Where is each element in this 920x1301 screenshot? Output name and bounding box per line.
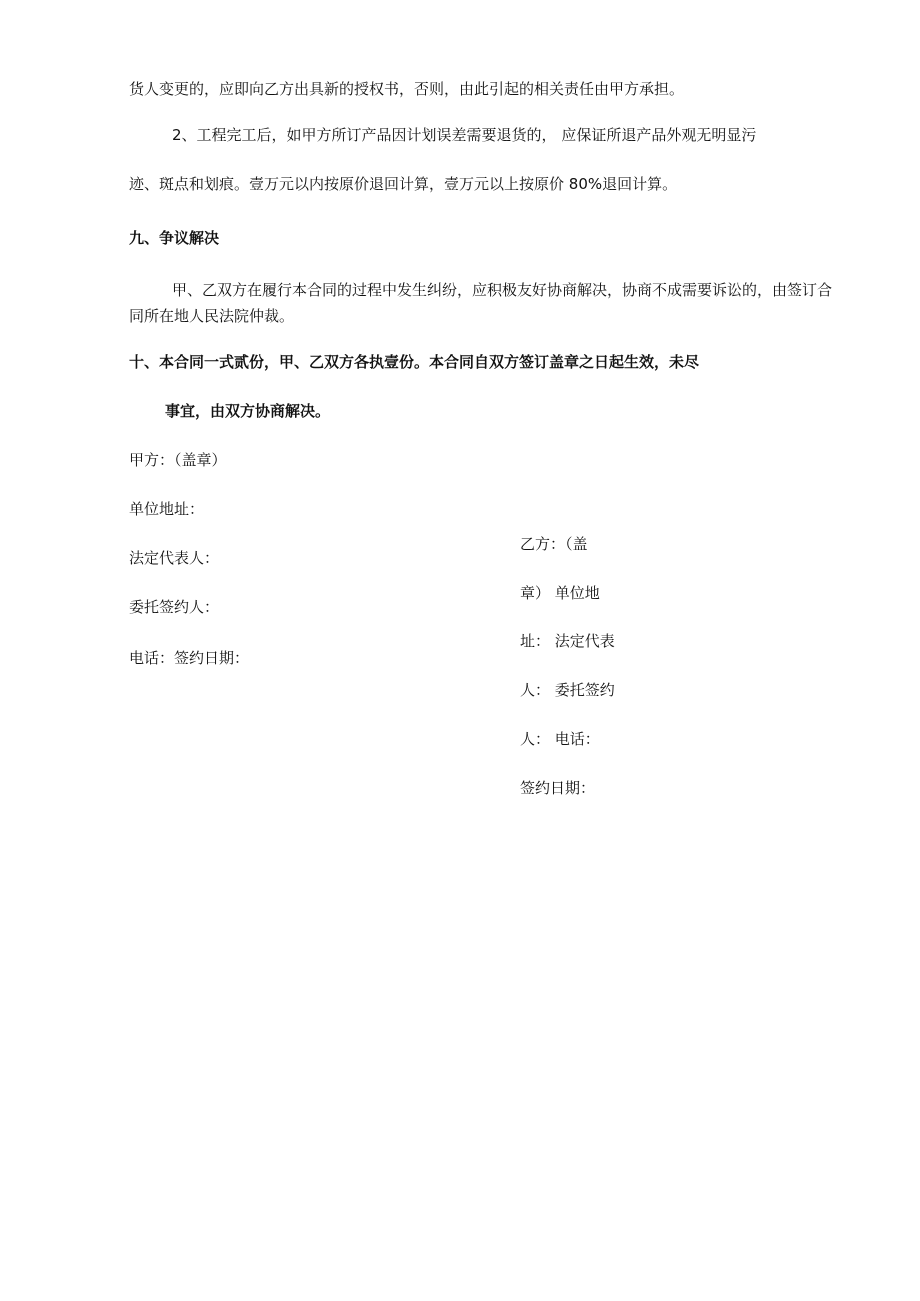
party-b-line-6: 签约日期：: [520, 779, 596, 797]
section-10-line-1: 十、本合同一式贰份，甲、乙双方各执壹份。本合同自双方签订盖章之日起生效，未尽: [129, 353, 700, 371]
party-a-address: 单位地址：: [129, 500, 205, 518]
party-a-legal-rep: 法定代表人：: [129, 549, 220, 567]
section-10-line-2: 事宜，由双方协商解决。: [165, 402, 331, 420]
section-9-heading: 九、争议解决: [129, 229, 220, 247]
party-a-title: 甲方：（盖章）: [129, 451, 227, 469]
party-b-line-5: 人： 电话：: [520, 730, 600, 748]
party-b-line-2: 章） 单位地: [520, 584, 600, 602]
party-b-line-4: 人： 委托签约: [520, 681, 615, 699]
party-a-phone-date: 电话：签约日期：: [129, 649, 250, 667]
continuation-text: 货人变更的，应即向乙方出具新的授权书，否则，由此引起的相关责任由甲方承担。: [129, 80, 685, 98]
party-a-agent: 委托签约人：: [129, 598, 220, 616]
section-9-body: 甲、乙双方在履行本合同的过程中发生纠纷，应积极友好协商解决，协商不成需要诉讼的，由签订合同所在地人民法院仲裁。: [129, 281, 833, 325]
party-b-line-3: 址： 法定代表: [520, 632, 615, 650]
item-2-line-1: 2、工程完工后，如甲方所订产品因计划误差需要退货的， 应保证所退产品外观无明显污: [172, 126, 757, 144]
party-b-line-1: 乙方：（盖: [520, 535, 588, 553]
item-2-line-2: 迹、斑点和划痕。壹万元以内按原价退回计算，壹万元以上按原价 80%退回计算。: [129, 175, 678, 193]
